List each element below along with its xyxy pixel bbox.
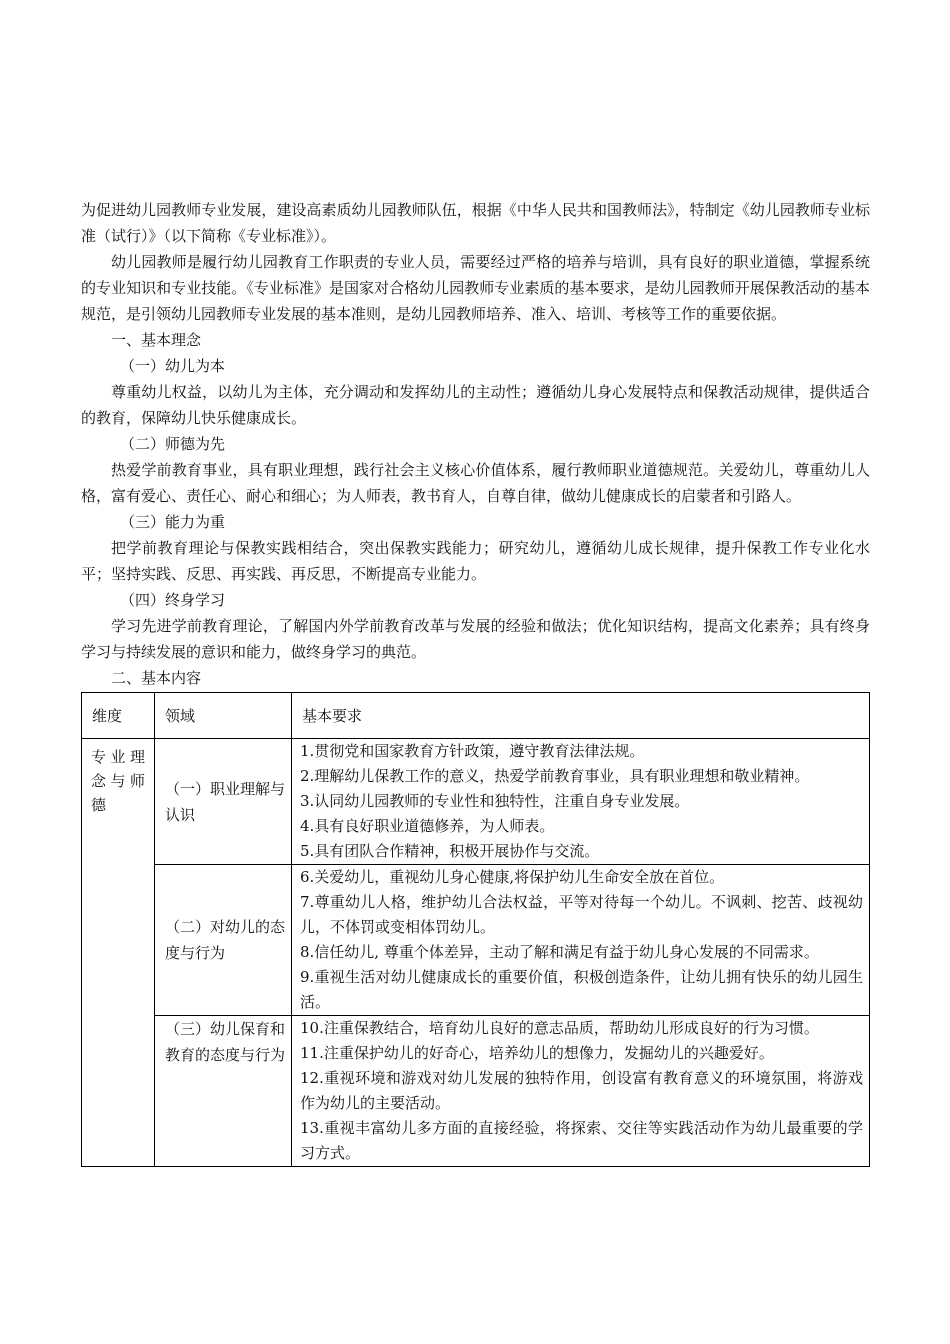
section1-item1-heading: （一）幼儿为本 [120,357,226,375]
requirement-item: 6.关爱幼儿，重视幼儿身心健康,将保护幼儿生命安全放在首位。 [300,868,725,886]
intro-paragraph-1: 为促进幼儿园教师专业发展，建设高素质幼儿园教师队伍，根据《中华人民共和国教师法》，特制定《幼儿园教师专业标准（试行）》（以下简称《专业标准》）。 [81,201,870,245]
standards-table [81,692,870,1167]
section2-title: 二、基本内容 [111,669,202,687]
requirement-item: 7.尊重幼儿人格，维护幼儿合法权益，平等对待每一个幼儿。不讽刺、挖苦、歧视幼儿，不体罚或变相体罚幼儿。 [300,893,863,936]
requirement-item: 12.重视环境和游戏对幼儿发展的独特作用，创设富有教育意义的环境氛围，将游戏作为幼儿的主要活动。 [300,1069,863,1112]
dimension-cell: 专业理念与师德 [82,739,155,1167]
section1-item3-heading: （三）能力为重 [120,513,226,531]
document-page [81,197,870,1167]
header-dimension: 维度 [82,693,155,739]
section1-title: 一、基本理念 [111,331,202,349]
requirement-item: 11.注重保护幼儿的好奇心，培养幼儿的想像力，发掘幼儿的兴趣爱好。 [300,1044,774,1062]
requirement-item: 8.信任幼儿, 尊重个体差异，主动了解和满足有益于幼儿身心发展的不同需求。 [300,943,819,961]
domain-cell-1: （一）职业理解与认识 [155,739,292,865]
requirement-item: 9.重视生活对幼儿健康成长的重要价值，积极创造条件，让幼儿拥有快乐的幼儿园生活。 [300,968,863,1011]
header-requirements: 基本要求 [292,693,870,739]
domain-cell-3: （三）幼儿保育和教育的态度与行为 [155,1016,292,1167]
requirement-item: 5.具有团队合作精神，积极开展协作与交流。 [300,842,600,860]
table-row [82,1016,870,1167]
table-header-row [82,693,870,739]
requirement-item: 2.理解幼儿保教工作的意义，热爱学前教育事业，具有职业理想和敬业精神。 [300,767,810,785]
intro-paragraph-2: 幼儿园教师是履行幼儿园教育工作职责的专业人员，需要经过严格的培养与培训，具有良好的职业道德，掌握系统的专业知识和专业技能。《专业标准》是国家对合格幼儿园教师专业素质的基本要求，是幼儿园教师开展保教活动的基本规范，是引领幼儿园教师专业发展的基本准则，是幼儿园教师培养、准入、培训、考核等工作的重要依据。 [81,253,870,323]
domain-cell-2: （二）对幼儿的态度与行为 [155,865,292,1016]
requirements-cell-2 [292,865,870,1016]
requirements-cell-3 [292,1016,870,1167]
section1-item2-heading: （二）师德为先 [120,435,226,453]
section1-item1-body: 尊重幼儿权益，以幼儿为主体，充分调动和发挥幼儿的主动性；遵循幼儿身心发展特点和保教活动规律，提供适合的教育，保障幼儿快乐健康成长。 [81,383,870,427]
header-domain: 领域 [155,693,292,739]
section1-item3-body: 把学前教育理论与保教实践相结合，突出保教实践能力；研究幼儿，遵循幼儿成长规律，提升保教工作专业化水平；坚持实践、反思、再实践、再反思，不断提高专业能力。 [81,539,870,583]
requirement-item: 13.重视丰富幼儿多方面的直接经验，将探索、交往等实践活动作为幼儿最重要的学习方式。 [300,1119,863,1162]
section1-item4-heading: （四）终身学习 [120,591,226,609]
section1-item4-body: 学习先进学前教育理论，了解国内外学前教育改革与发展的经验和做法；优化知识结构，提高文化素养；具有终身学习与持续发展的意识和能力，做终身学习的典范。 [81,617,870,661]
requirement-item: 3.认同幼儿园教师的专业性和独特性，注重自身专业发展。 [300,792,690,810]
table-row [82,865,870,1016]
section1-item2-body: 热爱学前教育事业，具有职业理想，践行社会主义核心价值体系，履行教师职业道德规范。关爱幼儿，尊重幼儿人格，富有爱心、责任心、耐心和细心；为人师表，教书育人，自尊自律，做幼儿健康成长的启蒙者和引路人。 [81,461,870,505]
requirement-item: 10.注重保教结合，培育幼儿良好的意志品质，帮助幼儿形成良好的行为习惯。 [300,1019,819,1037]
requirements-cell-1 [292,739,870,865]
table-row [82,739,870,865]
requirement-item: 1.贯彻党和国家教育方针政策，遵守教育法律法规。 [300,742,645,760]
requirement-item: 4.具有良好职业道德修养，为人师表。 [300,817,555,835]
